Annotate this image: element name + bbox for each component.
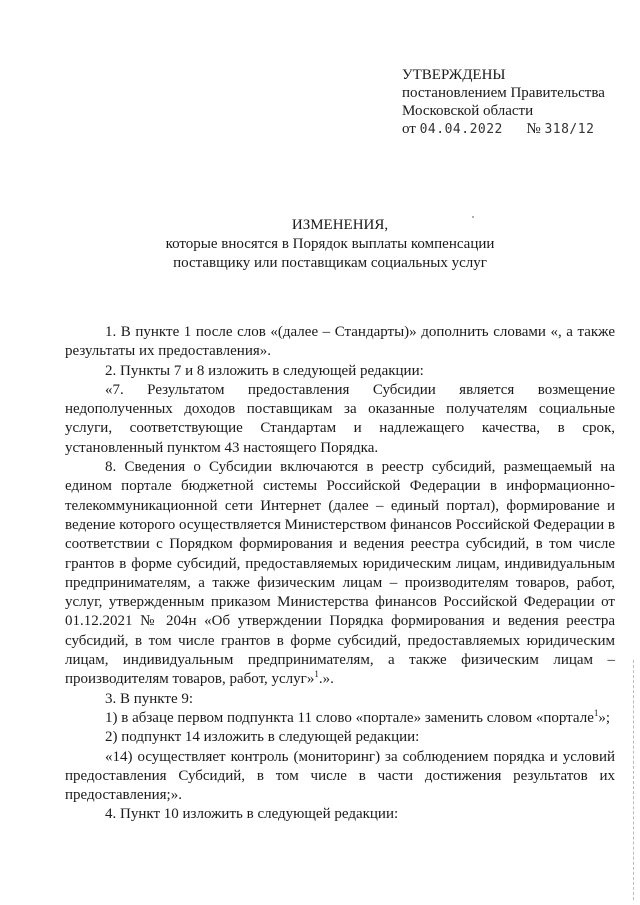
number-label: № bbox=[526, 121, 541, 137]
paragraph-2: 2. Пункты 7 и 8 изложить в следующей редакции: bbox=[105, 362, 424, 379]
paragraph-4-end: .». bbox=[318, 671, 334, 688]
approval-block bbox=[402, 66, 605, 139]
approval-date-number bbox=[402, 120, 605, 139]
paragraph-6-text: 1) в абзаце первом подпункта 11 слово «портале» заменить словом «портале bbox=[105, 709, 594, 726]
title-line-1: которые вносятся в Порядок выплаты компенсации bbox=[165, 236, 495, 252]
paragraph-5: 3. В пункте 9: bbox=[105, 690, 194, 707]
footnote-ref-1: 1 bbox=[314, 669, 319, 680]
approval-date: 04.04.2022 bbox=[419, 122, 503, 137]
paragraph-6-end: »; bbox=[598, 709, 611, 726]
paragraph-4 bbox=[65, 458, 615, 690]
title-line-2: поставщику или поставщикам социальных услуг bbox=[173, 255, 487, 271]
document-title bbox=[0, 216, 640, 273]
title-heading: ИЗМЕНЕНИЯ, bbox=[291, 217, 389, 233]
footnote-ref-2: 1 bbox=[593, 707, 599, 718]
paragraph-4-text: 8. Сведения о Субсидии включаются в реестр субсидий, размещаемый на едином портале бюджетной системы Российской Федерации в информационно-телекоммуникационной сети Интернет (далее – единый портал), формирование и ведение которого осуществляется Министерством финансов Российской Федерации в соответствии с Порядком формирования и ведения реестра субсидий, в том числе грантов в форме субсидий, предоставляемых юридическим лицам, индивидуальным предпринимателям, а также физическим лицам – производителям товаров, работ, услуг, утвержденным приказом Министерства финансов Российской Федерации от 01.12.2021 № 204н «Об утверждении Порядка формирования и ведения реестра субсидий, в том числе грантов в форме субсидий, предоставляемых юридическим лицам, индивидуальным предпринимателям, а также физическим лицам – производителям товаров, работ, услуг» bbox=[65, 459, 615, 688]
paragraph-1: 1. В пункте 1 после слов «(далее – Стандарты)» дополнить словами «, а также результаты их предоставления». bbox=[65, 324, 615, 360]
paragraph-8: «14) осуществляет контроль (мониторинг) за соблюдением порядка и условий предоставления Субсидий, в том числе в части достижения результатов их предоставления;». bbox=[65, 748, 615, 804]
approval-number: 318/12 bbox=[544, 122, 595, 137]
approval-heading: УТВЕРЖДЕНЫ bbox=[402, 67, 506, 83]
scan-edge-mark bbox=[630, 660, 634, 900]
approval-line-1: постановлением Правительства bbox=[402, 85, 605, 101]
from-label: от bbox=[402, 121, 416, 137]
paragraph-6 bbox=[65, 709, 615, 728]
paragraph-3: «7. Результатом предоставления Субсидии является возмещение недополученных доходов поставщикам за оказанные получателям социальные услуги, соответствующие Стандартам и надлежащего качества, в срок, установленный пунктом 43 настоящего Порядка. bbox=[65, 381, 615, 456]
approval-line-2: Московской области bbox=[402, 103, 534, 119]
paragraph-7: 2) подпункт 14 изложить в следующей редакции: bbox=[105, 729, 420, 746]
document-body bbox=[65, 323, 615, 825]
paragraph-9: 4. Пункт 10 изложить в следующей редакции: bbox=[105, 806, 399, 823]
